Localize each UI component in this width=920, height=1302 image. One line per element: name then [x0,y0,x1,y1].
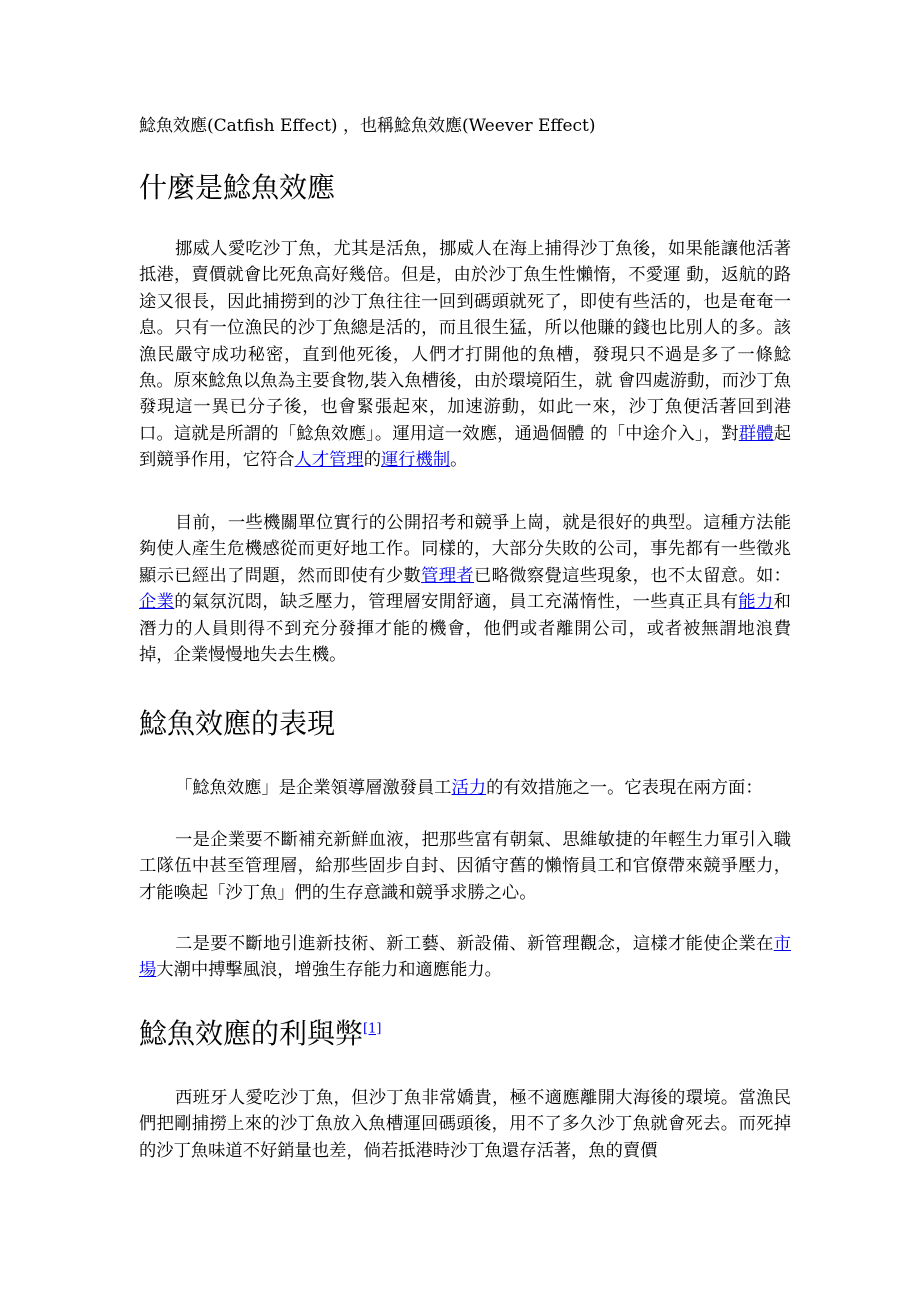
link-vitality[interactable]: 活力 [451,778,487,798]
paragraph-text: 已略微察覺這些現象，也不太留意。如： [473,565,791,586]
footnote-link[interactable]: [1] [363,1021,382,1037]
link-group[interactable]: 群體 [738,423,774,444]
section-heading-what-is: 什麼是鯰魚效應 [139,171,336,204]
paragraph-text: 。 [450,450,468,471]
paragraph-text: 二是要不斷地引進新技術、新工藝、新設備、新管理觀念，這樣才能使企業在 [175,934,774,954]
paragraph-text: 大潮中搏擊風浪，增強生存能力和適應能力。 [156,960,502,981]
paragraph-new-technology [139,931,791,984]
paragraph-text: 西班牙人愛吃沙丁魚，但沙丁魚非常嬌貴，極不適應離開大海後的環境。當漁民們把剛捕撈上來的沙丁魚放入魚槽運回碼頭後，用不了多久沙丁魚就會死去。而死掉的沙丁魚味道不好銷量也差，倘若抵港時沙丁魚還存活著，魚的賣價 [139,1088,791,1161]
paragraph-text: 挪威人愛吃沙丁魚，尤其是活魚，挪威人在海上捕得沙丁魚後，如果能讓他活著抵港，賣價就會比死魚高好幾倍。但是，由於沙丁魚生性懶惰，不愛運 動，返航的路途又很長，因此捕撈到的沙丁魚往往一回到碼頭就死了，即使有些活的，也是奄奄一息。只有一位漁民的沙丁魚總是活的，而且很生猛，所以他賺的錢也比別人的多。該漁民嚴守成功秘密，直到他死後，人們才打開他的魚槽，發現只不過是多了一條鯰魚。原來鯰魚以魚為主要食物,裝入魚槽後，由於環境陌生，就 會四處游動，而沙丁魚發現這一異已分子後，也會緊張起來，加速游動，如此一來，沙丁魚便活著回到港口。這就是所謂的「鯰魚效應」。運用這一效應，通過個體 的「中途介入」，對 [139,239,791,444]
paragraph-text: 的氣氛沉悶，缺乏壓力，管理層安閒舒適，員工充滿惰性，一些真正具有 [174,592,739,613]
section-heading-text: 鯰魚效應的利與弊 [139,1017,364,1050]
paragraph-text: 一是企業要不斷補充新鮮血液，把那些富有朝氣、思維敏捷的年輕生力軍引入職工隊伍中甚至管理層，給那些固步自封、因循守舊的懶惰員工和官僚帶來競爭壓力，才能喚起「沙丁魚」們的生存意識和競爭求勝之心。 [139,830,791,903]
link-ability[interactable]: 能力 [738,592,774,613]
link-market[interactable]: 市場 [139,934,791,981]
paragraph-text: 目前，一些機關單位實行的公開招考和競爭上崗，就是很好的典型。這種方法能夠使人產生危機感從而更好地工作。同樣的，大部分失敗的公司，事先都有一些徵兆顯示已經出了問題，然而即使有少數 [139,513,791,586]
paragraph-text: 「鯰魚效應」是企業領導層激發員工 [175,778,452,798]
paragraph-current-institutions [139,510,791,668]
document-subtitle: 鯰魚效應(Catfish Effect) ，也稱鯰魚效應(Weever Effect) [139,116,596,136]
paragraph-fresh-blood [139,827,791,906]
paragraph-catfish-measure [139,775,791,801]
paragraph-spain-sardines [139,1085,791,1164]
paragraph-text: 的有效措施之一。它表現在兩方面： [486,778,763,798]
paragraph-norway-sardines [139,236,791,474]
link-manager[interactable]: 管理者 [421,565,474,586]
link-talent-management[interactable]: 人才管理 [294,450,364,471]
link-enterprise[interactable]: 企業 [139,592,175,613]
paragraph-text: 起到競爭作用，它符合 [139,423,791,471]
link-operating-mechanism[interactable]: 運行機制 [380,450,451,471]
section-heading-pros-cons [139,1016,381,1052]
section-heading-manifestation: 鯰魚效應的表現 [139,707,336,740]
paragraph-text: 和潛力的人員則得不到充分發揮才能的機會，他們或者離開公司，或者被無謂地浪費掉，企業慢慢地失去生機。 [139,592,791,666]
paragraph-text: 的 [363,450,381,471]
